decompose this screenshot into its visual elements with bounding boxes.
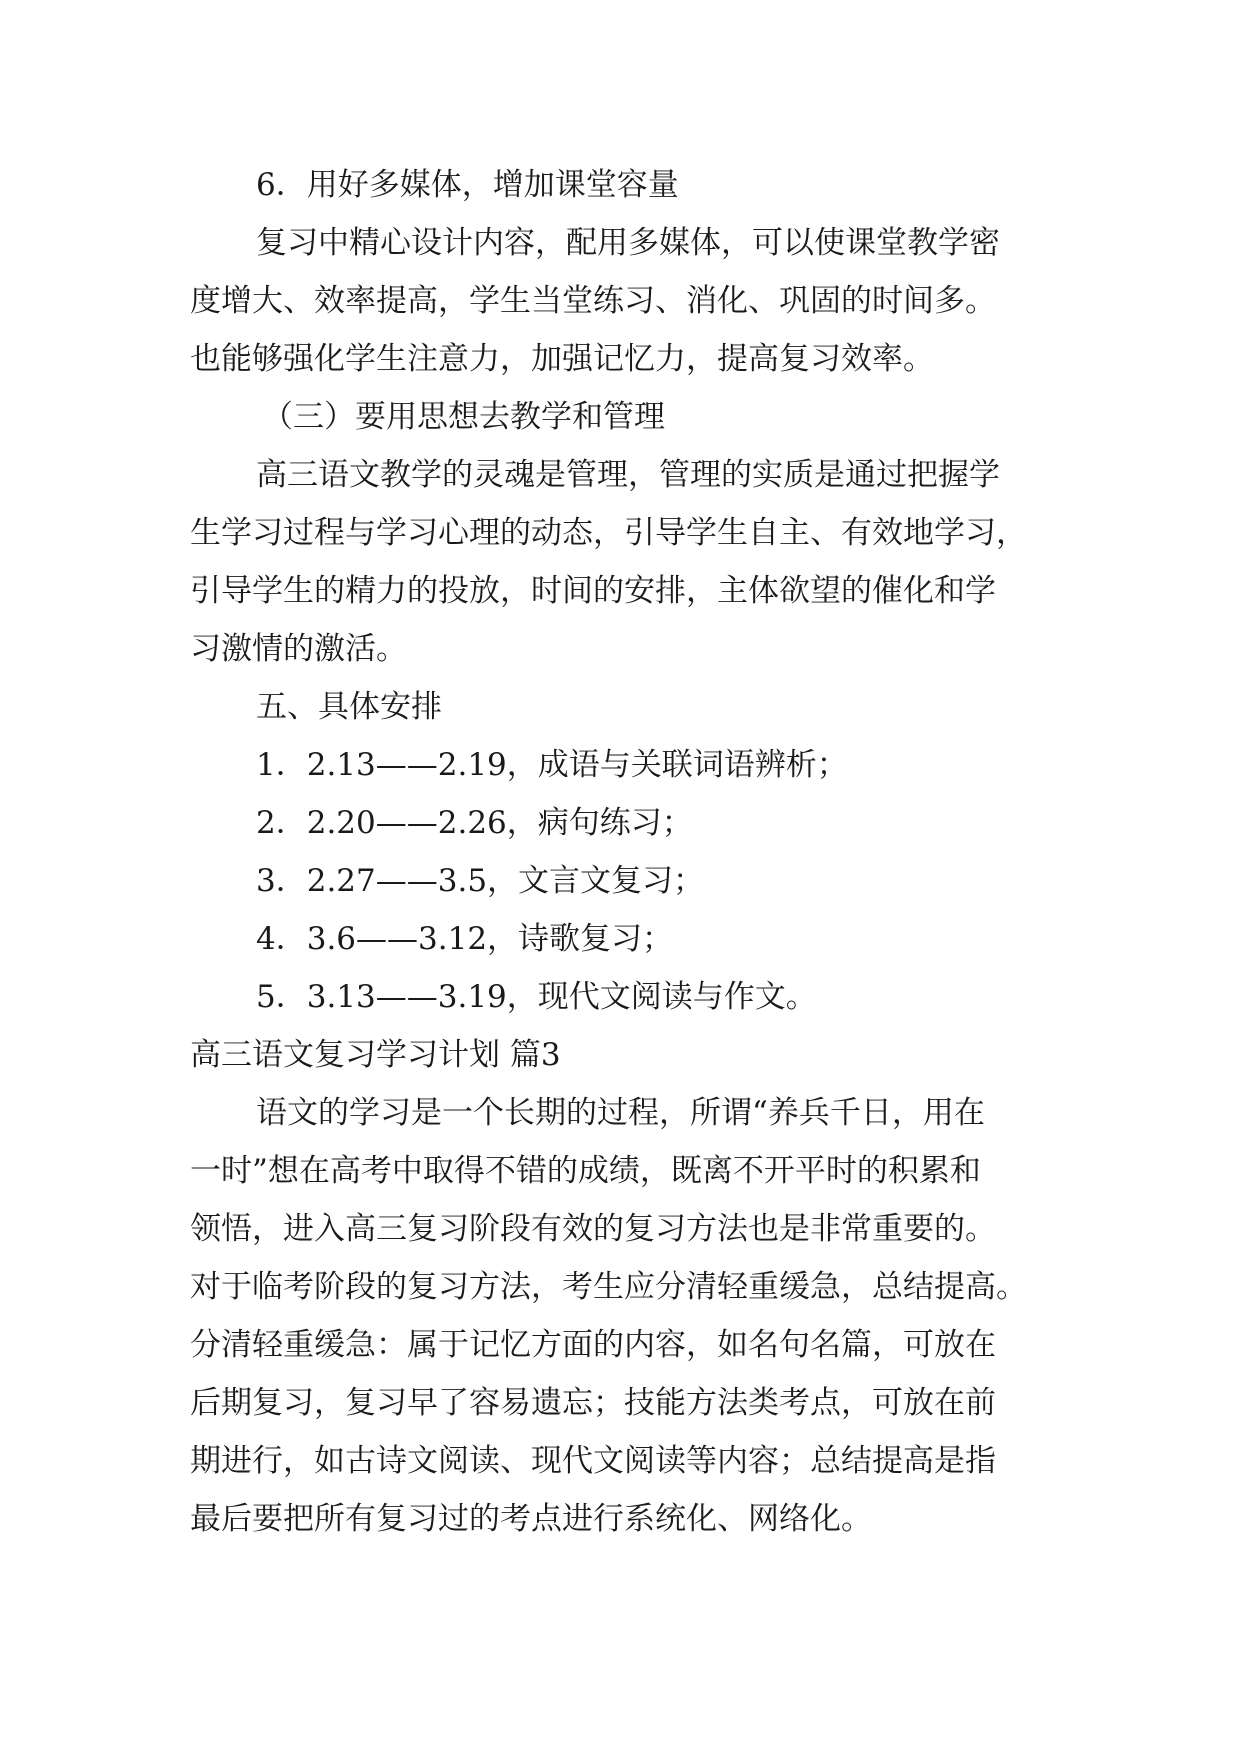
paragraph-line: 领悟，进入高三复习阶段有效的复习方法也是非常重要的。 [190,1211,996,1247]
paragraph-line: 一时”想在高考中取得不错的成绩，既离不开平时的积累和 [190,1153,981,1189]
paragraph-line: 后期复习，复习早了容易遗忘；技能方法类考点，可放在前 [190,1385,996,1421]
schedule-item: 4．3.6——3.12，诗歌复习； [256,921,674,957]
paragraph-line: 语文的学习是一个长期的过程，所谓“养兵千日，用在 [256,1095,985,1131]
paragraph-line: 度增大、效率提高，学生当堂练习、消化、巩固的时间多。 [190,283,996,319]
paragraph-line: 复习中精心设计内容，配用多媒体，可以使课堂教学密 [256,225,1000,261]
schedule-item: 5．3.13——3.19，现代文阅读与作文。 [256,979,817,1015]
paragraph-line: 引导学生的精力的投放，时间的安排，主体欲望的催化和学 [190,573,996,609]
heading-schedule: 五、具体安排 [256,689,442,725]
paragraph-line: 生学习过程与学习心理的动态，引导学生自主、有效地学习， [190,515,1027,551]
paragraph-line: 分清轻重缓急：属于记忆方面的内容，如名句名篇，可放在 [190,1327,996,1363]
heading-teaching-management: （三）要用思想去教学和管理 [262,399,665,435]
paragraph-line: 高三语文教学的灵魂是管理，管理的实质是通过把握学 [256,457,1000,493]
paragraph-line: 对于临考阶段的复习方法，考生应分清轻重缓急，总结提高。 [190,1269,1027,1305]
paragraph-line: 期进行，如古诗文阅读、现代文阅读等内容；总结提高是指 [190,1443,996,1479]
schedule-item: 2．2.20——2.26，病句练习； [256,805,693,841]
paragraph-line: 最后要把所有复习过的考点进行系统化、网络化。 [190,1501,872,1537]
paragraph-line: 也能够强化学生注意力，加强记忆力，提高复习效率。 [190,341,934,377]
heading-multimedia: 6．用好多媒体，增加课堂容量 [256,167,679,203]
schedule-item: 1．2.13——2.19，成语与关联词语辨析； [256,747,848,783]
schedule-item: 3．2.27——3.5，文言文复习； [256,863,705,899]
paragraph-line: 习激情的激活。 [190,631,407,667]
section-title: 高三语文复习学习计划 篇3 [190,1037,561,1073]
